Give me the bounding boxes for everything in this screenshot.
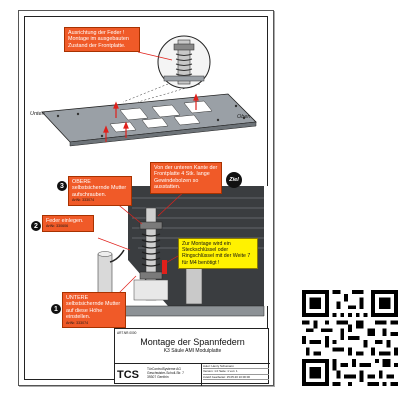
step-3-icon xyxy=(56,180,68,192)
callout-feder-ausrichtung xyxy=(64,27,140,52)
meta-author: Autor: Henry Schumann xyxy=(203,364,269,369)
company-address xyxy=(147,367,184,379)
callout-obere-mutter-text: OBERE selbstsichernde Mutter aufschrauben. xyxy=(72,179,127,198)
callout-feder-einlegen-art: ArtNr. 330606 xyxy=(46,224,69,229)
ziel-label: Ziel xyxy=(229,177,239,183)
document-meta xyxy=(201,364,270,386)
step-2-number: 2 xyxy=(34,222,38,230)
step-1-number: 1 xyxy=(54,305,58,313)
company-line-1: TürControlSysteme AG xyxy=(147,367,181,371)
step-3-number: 3 xyxy=(60,182,64,190)
callout-feder-einlegen xyxy=(42,215,94,232)
assembly-drawing xyxy=(18,10,274,330)
document-subtitle: K3 Säule AMI Modulplatte xyxy=(163,348,222,354)
meta-edited: zuletzt bearbeitet: 15.05.20 10:00:00 xyxy=(203,375,269,380)
callout-feder-ausrichtung-text: Ausrichtung der Feder ! Montage im ausgebauten Zustand der Frontplatte. xyxy=(68,30,129,49)
step-2-icon xyxy=(30,220,42,232)
title-block xyxy=(114,328,269,384)
callout-feder-einlegen-text: Feder einlegen. xyxy=(46,218,84,224)
label-unten: Unten xyxy=(30,111,45,117)
tcs-logo: TCS xyxy=(117,369,139,381)
callout-obere-mutter xyxy=(68,176,132,206)
detail-zoom-circle xyxy=(158,36,210,88)
note-montage-werkzeug xyxy=(178,238,258,269)
note-montage-werkzeug-text: Zur Montage wird ein Steckschlüssel oder Ringschlüssel mit der Weite 7 für M4 benötigt ! xyxy=(182,241,251,266)
step-1-icon xyxy=(50,303,62,315)
company-line-3: 39307 Genthin xyxy=(147,375,169,379)
callout-untere-mutter-text: UNTERE selbstsichernde Mutter auf diese Höhe einstellen. xyxy=(66,295,121,321)
article-number: ART.NR.0000 xyxy=(117,331,137,335)
label-oben: Oben xyxy=(237,114,251,120)
document-title: Montage der Spannfedern xyxy=(140,337,245,347)
callout-untere-kante-text: Von der unteren Kante der Frontplatte 4 Stk. lange Gewindebolzen so ausstatten. xyxy=(154,165,218,191)
front-plate xyxy=(42,94,256,146)
callout-untere-kante xyxy=(150,162,222,194)
ziel-badge xyxy=(226,172,242,188)
title-block-footer xyxy=(115,363,270,385)
callout-untere-mutter-art: ArtNr. 333074 xyxy=(66,320,89,325)
qr-code-icon xyxy=(302,290,398,386)
callout-untere-mutter xyxy=(62,292,126,328)
meta-version: Version: 1.0 Seite: 1 von: 1 xyxy=(203,369,269,374)
callout-obere-mutter-art: ArtNr. 333074 xyxy=(72,198,95,203)
company-line-2: Geschwister-Scholl-Str. 7 xyxy=(147,371,185,375)
